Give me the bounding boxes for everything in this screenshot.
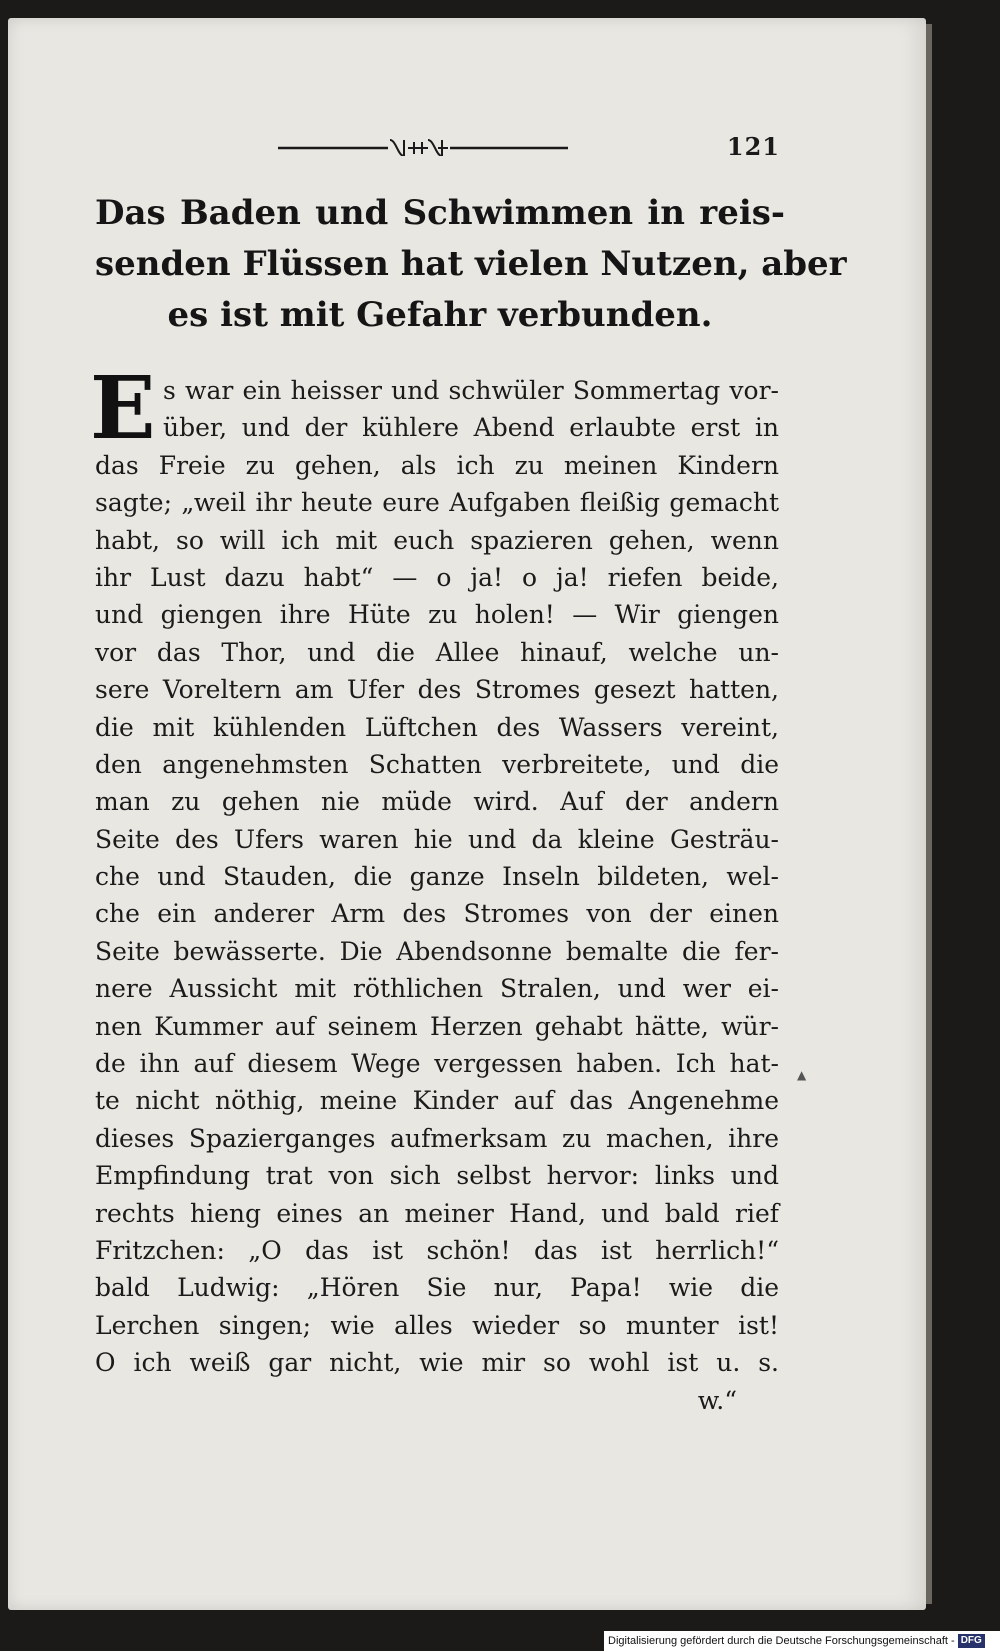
chapter-title [95,188,847,341]
text-line: rechts hieng eines an meiner Hand, und bald rief [95,1198,779,1228]
text-line: O ich weiß gar nicht, wie mir so wohl ist u. s. [95,1348,779,1378]
digitization-footer [604,1631,1000,1651]
text-line: te nicht nöthig, meine Kinder auf das Angenehme [95,1086,779,1116]
page-edge [926,24,932,1604]
text-line: che und Stauden, die ganze Inseln bildeten, wel- [95,862,779,892]
catchword: w.“ [697,1385,737,1415]
dfg-logo: DFG [958,1634,985,1648]
page-number: 121 [726,132,780,161]
text-line: nere Aussicht mit röthlichen Stralen, und wer ei- [95,974,779,1004]
text-line: bald Ludwig: „Hören Sie nur, Papa! wie die [95,1273,779,1303]
text-line: de ihn auf diesem Wege vergessen haben. Ich hat- [95,1049,779,1079]
title-line: Das Baden und Schwimmen in reis- [95,193,785,233]
text-line: Empfindung trat von sich selbst hervor: links und [95,1161,779,1191]
running-header [270,128,780,168]
text-line: und giengen ihre Hüte zu holen! — Wir giengen [95,600,779,630]
text-line: s war ein heisser und schwüler Sommertag vor- [163,376,779,405]
drop-cap: E [90,358,156,459]
text-line: habt, so will ich mit euch spazieren gehen, wenn [95,525,779,555]
text-line: sere Voreltern am Ufer des Stromes gesezt hatten, [95,675,779,705]
text-line: Lerchen singen; wie alles wieder so munter ist! [95,1310,779,1340]
text-line: ihr Lust dazu habt“ — o ja! o ja! riefen beide, [95,562,779,592]
margin-mark: ▲ [797,1068,807,1082]
text-line: vor das Thor, und die Allee hinauf, welche un- [95,637,779,667]
text-line: che ein anderer Arm des Stromes von der einen [95,899,779,929]
text-line: Fritzchen: „O das ist schön! das ist herrlich!“ [95,1235,779,1265]
text-line: das Freie zu gehen, als ich zu meinen Kindern [95,450,779,480]
title-line: es ist mit Gefahr verbunden. [167,295,713,335]
ornament-rule-icon [278,136,578,156]
text-line: die mit kühlenden Lüftchen des Wassers vereint, [95,712,779,742]
text-line: sagte; „weil ihr heute eure Aufgaben fleißig gemacht [95,488,779,518]
title-line: senden Flüssen hat vielen Nutzen, aber [95,244,847,284]
text-line: Seite des Ufers waren hie und da kleine Gesträu- [95,824,779,854]
text-line: man zu gehen nie müde wird. Auf der andern [95,787,779,817]
body-text [95,372,779,1419]
text-line: den angenehmsten Schatten verbreitete, und die [95,749,779,779]
text-line: über, und der kühlere Abend erlaubte erst in [163,413,779,443]
text-line: nen Kummer auf seinem Herzen gehabt hätte, wür- [95,1011,779,1041]
footer-text: Digitalisierung gefördert durch die Deutsche Forschungsgemeinschaft - [608,1635,955,1647]
text-line: Seite bewässerte. Die Abendsonne bemalte die fer- [95,936,779,966]
text-line: dieses Spazierganges aufmerksam zu machen, ihre [95,1123,779,1153]
